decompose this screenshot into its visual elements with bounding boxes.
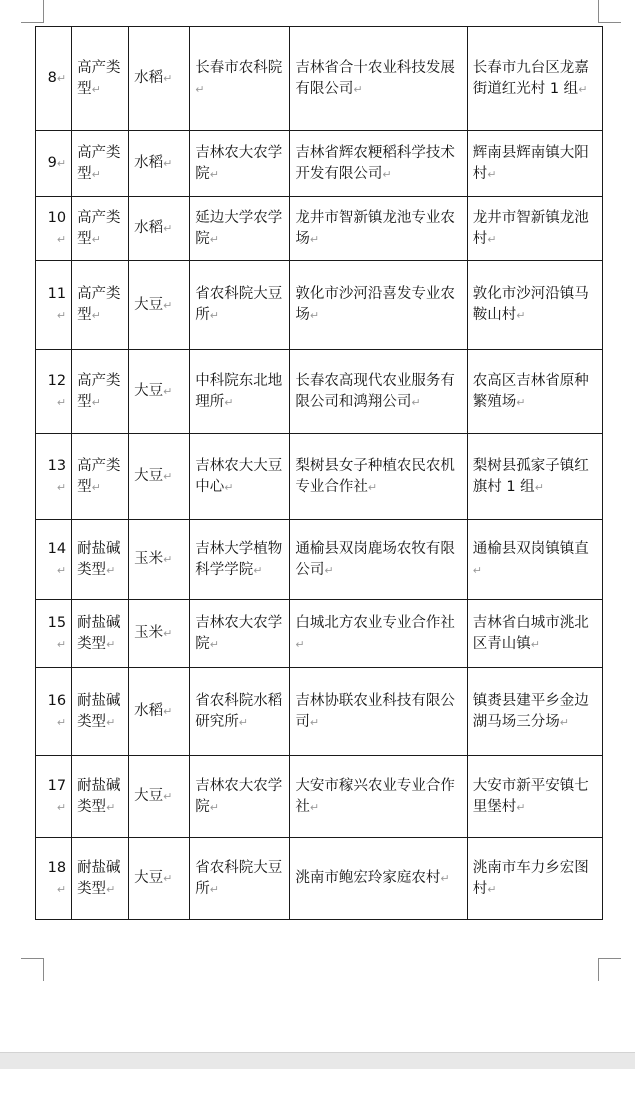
paragraph-mark-icon: ↵ — [224, 480, 234, 494]
type-text: 耐盐碱类型 — [77, 692, 121, 730]
crop-cell[interactable] — [129, 350, 190, 434]
horizontal-scrollbar[interactable] — [0, 1052, 635, 1069]
paragraph-mark-icon: ↵ — [559, 715, 569, 729]
type-text: 耐盐碱类型 — [77, 614, 121, 652]
row-number-cell[interactable] — [36, 756, 72, 838]
type-cell[interactable] — [72, 197, 129, 261]
organization-cell[interactable] — [290, 434, 467, 520]
location-text: 梨树县孤家子镇红旗村 1 组 — [472, 457, 589, 495]
row-number: 17 — [47, 777, 67, 794]
paragraph-mark-icon: ↵ — [56, 563, 67, 577]
paragraph-mark-icon: ↵ — [163, 627, 173, 640]
crop-text: 水稻 — [134, 155, 164, 171]
row-number: 16 — [47, 692, 67, 709]
paragraph-mark-icon: ↵ — [487, 232, 497, 246]
unit-cell[interactable] — [190, 520, 290, 600]
crop-text: 水稻 — [134, 703, 164, 719]
type-cell[interactable] — [72, 756, 129, 838]
row-number-cell[interactable] — [36, 838, 72, 920]
table-row — [36, 838, 603, 920]
paragraph-mark-icon: ↵ — [472, 563, 482, 577]
unit-text: 长春市农科院 — [195, 59, 283, 76]
organization-cell[interactable] — [290, 261, 467, 350]
type-cell[interactable] — [72, 261, 129, 350]
crop-cell[interactable] — [129, 668, 190, 756]
crop-text: 大豆 — [134, 870, 164, 886]
organization-text: 吉林省合十农业科技发展有限公司 — [295, 59, 455, 97]
paragraph-mark-icon: ↵ — [106, 715, 116, 729]
document-table — [35, 26, 603, 920]
unit-cell[interactable] — [190, 197, 290, 261]
paragraph-mark-icon: ↵ — [56, 882, 67, 896]
crop-cell[interactable] — [129, 756, 190, 838]
paragraph-mark-icon: ↵ — [238, 715, 248, 729]
organization-cell[interactable] — [290, 27, 467, 131]
type-cell[interactable] — [72, 350, 129, 434]
table-body — [36, 27, 603, 920]
type-text: 高产类型 — [77, 59, 121, 97]
unit-cell[interactable] — [190, 434, 290, 520]
paragraph-mark-icon: ↵ — [487, 167, 497, 181]
paragraph-mark-icon: ↵ — [163, 157, 173, 170]
paragraph-mark-icon: ↵ — [295, 637, 305, 651]
row-number-cell[interactable] — [36, 350, 72, 434]
paragraph-mark-icon: ↵ — [163, 705, 173, 718]
paragraph-mark-icon: ↵ — [516, 800, 526, 814]
paragraph-mark-icon: ↵ — [163, 553, 173, 566]
paragraph-mark-icon: ↵ — [367, 480, 378, 494]
paragraph-mark-icon: ↵ — [163, 222, 173, 235]
organization-cell[interactable] — [290, 350, 467, 434]
table-row — [36, 756, 603, 838]
crop-cell[interactable] — [129, 600, 190, 668]
organization-text: 梨树县女子种植农民农机专业合作社 — [295, 457, 455, 495]
row-number: 10 — [47, 209, 67, 226]
location-text: 长春市九台区龙嘉街道红光村 1 组 — [472, 59, 589, 97]
unit-text: 中科院东北地理所 — [195, 372, 283, 410]
type-text: 高产类型 — [77, 372, 121, 410]
organization-text: 大安市稼兴农业专业合作社 — [295, 777, 455, 815]
type-text: 高产类型 — [77, 286, 121, 323]
paragraph-mark-icon: ↵ — [91, 480, 101, 494]
unit-text: 延边大学农学院 — [195, 209, 283, 247]
row-number: 9 — [47, 155, 57, 171]
location-cell[interactable] — [467, 350, 602, 434]
organization-cell[interactable] — [290, 197, 467, 261]
page-corner-mark-top-left — [21, 0, 44, 23]
unit-text: 省农科院大豆所 — [195, 286, 283, 323]
table-row — [36, 197, 603, 261]
paragraph-mark-icon: ↵ — [516, 309, 526, 322]
paragraph-mark-icon: ↵ — [56, 72, 67, 85]
paragraph-mark-icon: ↵ — [309, 232, 320, 246]
organization-text: 洮南市鲍宏玲家庭农村 — [295, 870, 441, 886]
location-text: 龙井市智新镇龙池村 — [472, 209, 589, 247]
unit-cell[interactable] — [190, 350, 290, 434]
crop-cell[interactable] — [129, 261, 190, 350]
paragraph-mark-icon: ↵ — [163, 790, 173, 803]
organization-text: 长春农高现代农业服务有限公司和鸿翔公司 — [295, 372, 455, 410]
paragraph-mark-icon: ↵ — [209, 309, 219, 322]
row-number: 13 — [47, 457, 67, 474]
table-row — [36, 520, 603, 600]
paragraph-mark-icon: ↵ — [253, 563, 263, 577]
organization-cell[interactable] — [290, 131, 467, 197]
location-cell[interactable] — [467, 27, 602, 131]
table-row — [36, 434, 603, 520]
paragraph-mark-icon: ↵ — [91, 82, 101, 96]
organization-text: 白城北方农业专业合作社 — [295, 614, 455, 631]
paragraph-mark-icon: ↵ — [195, 82, 205, 96]
paragraph-mark-icon: ↵ — [534, 480, 544, 494]
location-text: 农高区吉林省原种繁殖场 — [472, 372, 589, 410]
location-cell[interactable] — [467, 261, 602, 350]
paragraph-mark-icon: ↵ — [309, 309, 320, 322]
unit-text: 省农科院大豆所 — [195, 859, 283, 897]
paragraph-mark-icon: ↵ — [163, 872, 173, 885]
unit-text: 吉林农大农学院 — [195, 614, 283, 652]
type-cell[interactable] — [72, 434, 129, 520]
organization-cell[interactable] — [290, 600, 467, 668]
organization-cell[interactable] — [290, 668, 467, 756]
paragraph-mark-icon: ↵ — [209, 637, 219, 651]
row-number-cell[interactable] — [36, 520, 72, 600]
row-number-cell[interactable] — [36, 27, 72, 131]
type-cell[interactable] — [72, 838, 129, 920]
row-number: 18 — [47, 859, 67, 876]
table-row — [36, 131, 603, 197]
location-text: 吉林省白城市洮北区青山镇 — [472, 614, 589, 652]
type-text: 耐盐碱类型 — [77, 777, 121, 815]
unit-cell[interactable] — [190, 261, 290, 350]
crop-cell[interactable] — [129, 838, 190, 920]
row-number-cell[interactable] — [36, 261, 72, 350]
page-corner-mark-bottom-right — [598, 958, 621, 981]
organization-text: 吉林协联农业科技有限公司 — [295, 692, 455, 730]
type-cell[interactable] — [72, 131, 129, 197]
row-number-cell[interactable] — [36, 668, 72, 756]
row-number: 12 — [47, 372, 67, 389]
crop-text: 水稻 — [134, 220, 164, 236]
unit-text: 吉林农大大豆中心 — [195, 457, 283, 495]
location-cell[interactable] — [467, 668, 602, 756]
paragraph-mark-icon: ↵ — [209, 882, 219, 896]
row-number-cell[interactable] — [36, 197, 72, 261]
crop-text: 大豆 — [134, 788, 164, 804]
location-cell[interactable] — [467, 197, 602, 261]
paragraph-mark-icon: ↵ — [106, 800, 116, 814]
paragraph-mark-icon: ↵ — [411, 395, 421, 409]
crop-text: 大豆 — [134, 383, 164, 399]
unit-cell[interactable] — [190, 668, 290, 756]
crop-cell[interactable] — [129, 197, 190, 261]
paragraph-mark-icon: ↵ — [516, 395, 526, 409]
location-cell[interactable] — [467, 600, 602, 668]
crop-text: 玉米 — [134, 625, 164, 641]
paragraph-mark-icon: ↵ — [209, 167, 219, 181]
location-cell[interactable] — [467, 131, 602, 197]
row-number-cell[interactable] — [36, 131, 72, 197]
crop-text: 玉米 — [134, 551, 164, 567]
organization-text: 通榆县双岗鹿场农牧有限公司 — [295, 540, 455, 578]
paragraph-mark-icon: ↵ — [91, 309, 101, 322]
type-cell[interactable] — [72, 600, 129, 668]
paragraph-mark-icon: ↵ — [91, 232, 101, 246]
paragraph-mark-icon: ↵ — [56, 637, 67, 651]
type-text: 耐盐碱类型 — [77, 859, 121, 897]
organization-cell[interactable] — [290, 520, 467, 600]
paragraph-mark-icon: ↵ — [209, 800, 219, 814]
paragraph-mark-icon: ↵ — [353, 82, 363, 96]
location-text: 通榆县双岗镇镇直 — [472, 540, 589, 557]
paragraph-mark-icon: ↵ — [56, 715, 67, 729]
row-number: 14 — [47, 540, 67, 557]
crop-text: 大豆 — [134, 296, 164, 313]
paragraph-mark-icon: ↵ — [56, 395, 67, 409]
crop-cell[interactable] — [129, 434, 190, 520]
paragraph-mark-icon: ↵ — [91, 167, 101, 181]
table-row — [36, 350, 603, 434]
location-cell[interactable] — [467, 434, 602, 520]
table-row — [36, 600, 603, 668]
paragraph-mark-icon: ↵ — [224, 395, 234, 409]
unit-text: 吉林农大农学院 — [195, 777, 283, 815]
unit-cell[interactable] — [190, 131, 290, 197]
unit-text: 省农科院水稻研究所 — [195, 692, 283, 730]
organization-cell[interactable] — [290, 838, 467, 920]
crop-text: 大豆 — [134, 468, 164, 484]
location-text: 敦化市沙河沿镇马鞍山村 — [472, 286, 589, 323]
location-text: 洮南市车力乡宏图村 — [472, 859, 589, 897]
paragraph-mark-icon: ↵ — [56, 480, 67, 494]
location-cell[interactable] — [467, 520, 602, 600]
paragraph-mark-icon: ↵ — [106, 882, 116, 896]
paragraph-mark-icon: ↵ — [487, 882, 497, 896]
organization-text: 吉林省辉农粳稻科学技术开发有限公司 — [295, 144, 455, 182]
paragraph-mark-icon: ↵ — [56, 309, 67, 322]
type-text: 高产类型 — [77, 457, 121, 495]
table-row — [36, 27, 603, 131]
type-text: 高产类型 — [77, 209, 121, 247]
location-text: 辉南县辉南镇大阳村 — [472, 144, 589, 182]
paragraph-mark-icon: ↵ — [530, 637, 540, 651]
crop-cell[interactable] — [129, 131, 190, 197]
paragraph-mark-icon: ↵ — [106, 637, 116, 651]
type-cell[interactable] — [72, 668, 129, 756]
table-row — [36, 668, 603, 756]
type-cell[interactable] — [72, 520, 129, 600]
location-text: 大安市新平安镇七里堡村 — [472, 777, 589, 815]
paragraph-mark-icon: ↵ — [163, 72, 173, 85]
paragraph-mark-icon: ↵ — [91, 395, 101, 409]
organization-text: 敦化市沙河沿喜发专业农场 — [295, 286, 455, 323]
row-number: 8 — [47, 70, 57, 86]
paragraph-mark-icon: ↵ — [163, 470, 173, 483]
row-number-cell[interactable] — [36, 434, 72, 520]
type-text: 高产类型 — [77, 144, 121, 182]
paragraph-mark-icon: ↵ — [382, 167, 392, 181]
paragraph-mark-icon: ↵ — [309, 715, 320, 729]
paragraph-mark-icon: ↵ — [56, 232, 67, 246]
paragraph-mark-icon: ↵ — [56, 800, 67, 814]
unit-cell[interactable] — [190, 756, 290, 838]
type-text: 耐盐碱类型 — [77, 540, 121, 578]
unit-cell[interactable] — [190, 600, 290, 668]
location-cell[interactable] — [467, 756, 602, 838]
paragraph-mark-icon: ↵ — [106, 563, 116, 577]
row-number-cell[interactable] — [36, 600, 72, 668]
paragraph-mark-icon: ↵ — [440, 872, 450, 885]
row-number: 11 — [47, 286, 67, 302]
organization-text: 龙井市智新镇龙池专业农场 — [295, 209, 455, 247]
paragraph-mark-icon: ↵ — [209, 232, 219, 246]
paragraph-mark-icon: ↵ — [309, 800, 320, 814]
paragraph-mark-icon: ↵ — [324, 563, 334, 577]
unit-text: 吉林农大农学院 — [195, 144, 283, 182]
paragraph-mark-icon: ↵ — [56, 157, 67, 170]
crop-cell[interactable] — [129, 27, 190, 131]
unit-text: 吉林大学植物科学学院 — [195, 540, 283, 578]
row-number: 15 — [47, 614, 67, 631]
location-cell[interactable] — [467, 838, 602, 920]
location-text: 镇赉县建平乡金边湖马场三分场 — [472, 692, 589, 730]
paragraph-mark-icon: ↵ — [163, 385, 173, 398]
crop-text: 水稻 — [134, 70, 164, 86]
paragraph-mark-icon: ↵ — [163, 298, 173, 312]
organization-cell[interactable] — [290, 756, 467, 838]
table-row — [36, 261, 603, 350]
crop-cell[interactable] — [129, 520, 190, 600]
unit-cell[interactable] — [190, 838, 290, 920]
unit-cell[interactable] — [190, 27, 290, 131]
paragraph-mark-icon: ↵ — [578, 82, 588, 96]
page-corner-mark-bottom-left — [21, 958, 44, 981]
type-cell[interactable] — [72, 27, 129, 131]
page-corner-mark-top-right — [598, 0, 621, 23]
